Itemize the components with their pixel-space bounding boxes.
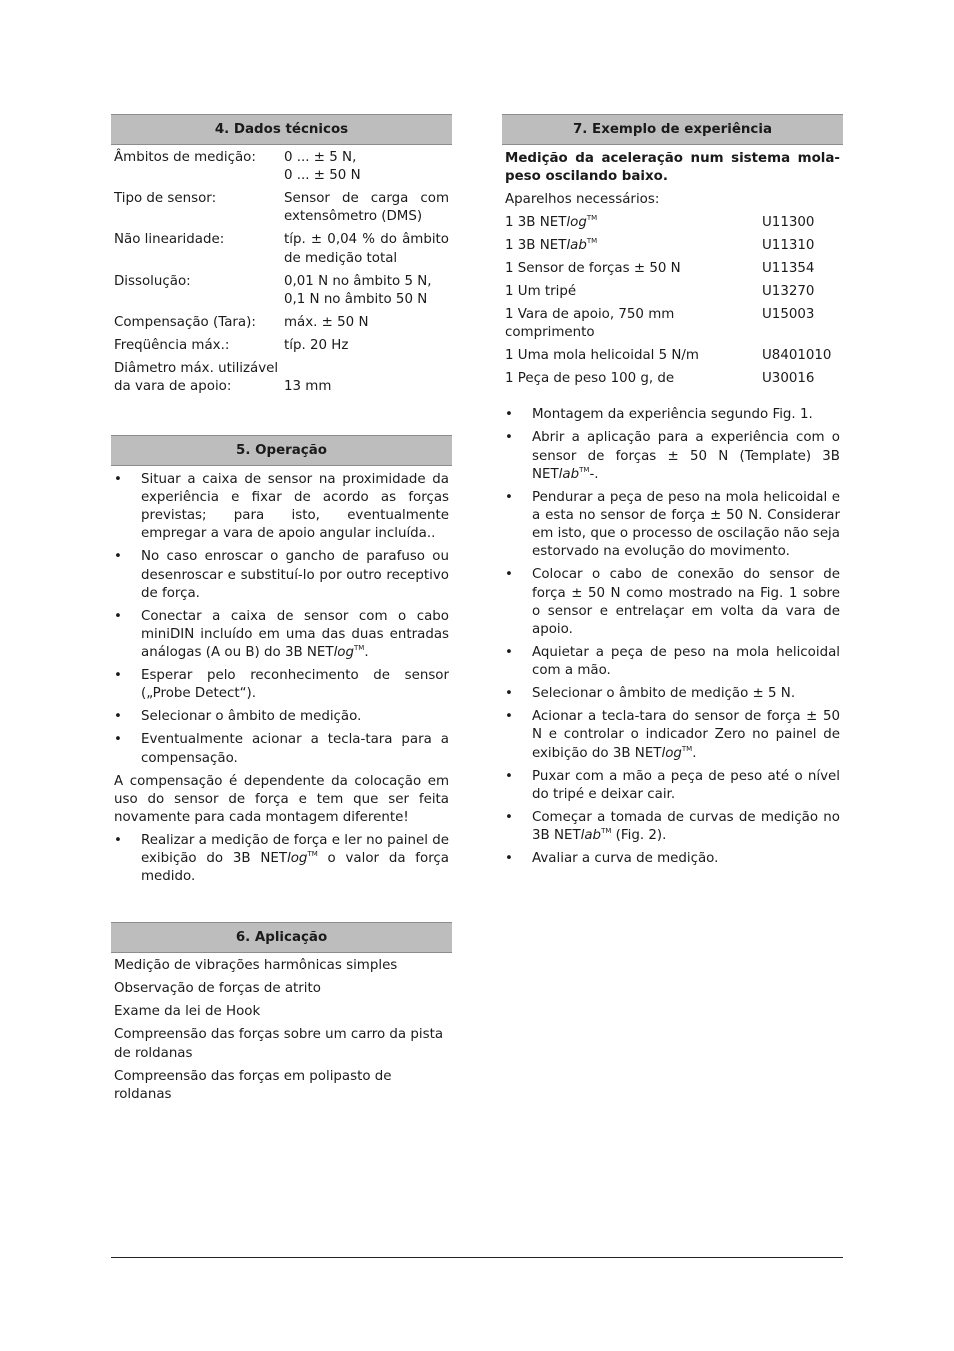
spec-row [114, 337, 449, 360]
section-operation [111, 435, 452, 887]
product-suffix: log [661, 745, 682, 761]
spec-value: típ. 20 Hz [284, 337, 349, 353]
equipment-name-text: 1 3B NET [505, 215, 567, 230]
bullet-icon: • [114, 732, 122, 748]
equipment-row [505, 342, 840, 365]
spec-label-line: da vara de apoio: [114, 379, 232, 395]
equipment-row [505, 255, 840, 278]
product-suffix: log [287, 851, 308, 867]
trademark-mark: TM [353, 644, 365, 653]
trademark-mark: TM [601, 827, 612, 836]
application-item: Compreensão das forças sobre um carro da pista de roldanas [114, 1027, 444, 1061]
section-application [111, 922, 452, 1104]
section-heading: 6. Aplicação [111, 922, 452, 953]
step-item [505, 644, 840, 680]
spec-value-line: 0,01 N no âmbito 5 N, [284, 273, 432, 289]
spec-label: Compensação (Tara): [114, 314, 256, 330]
bullet-icon: • [505, 686, 513, 702]
operation-list-2 [114, 832, 449, 887]
bullet-icon: • [505, 768, 513, 784]
step-item [505, 566, 840, 639]
bullet-icon: • [505, 407, 513, 423]
equipment-code: U11354 [762, 261, 815, 276]
trademark-mark: TM [586, 214, 598, 222]
bullet-icon: • [505, 851, 513, 867]
step-item [505, 429, 840, 484]
list-item [114, 832, 449, 887]
operation-paragraph: A compensação é dependente da colocação em uso do sensor de força e tem que ser feita novamente para cada montagem diferente! [114, 773, 449, 826]
spec-table [114, 149, 449, 401]
product-suffix: log [566, 215, 587, 230]
spec-value: máx. ± 50 N [284, 314, 369, 330]
spec-label: Tipo de sensor: [114, 191, 217, 207]
step-text: Colocar o cabo de conexão do sensor de força ± 50 N como mostrado na Fig. 1 sobre o sensor e entrelaçar em volta da vara de apoio. [532, 567, 840, 638]
list-item [114, 667, 449, 703]
equipment-row [505, 301, 840, 342]
equipment-name: 1 Peça de peso 100 g, de [505, 371, 675, 387]
equipment-name-text: 1 3B NET [505, 238, 567, 253]
list-item [114, 608, 449, 663]
equipment-name [505, 209, 762, 232]
spec-value [284, 273, 449, 314]
step-text: Começar a tomada de curvas de medição no 3B NET [532, 809, 840, 844]
list-item-text: Realizar a medição de força e ler no painel de exibição do 3B NET [141, 833, 449, 867]
equipment-row [505, 209, 840, 232]
bullet-icon: • [114, 549, 122, 565]
list-item [114, 708, 449, 726]
bullet-icon: • [505, 430, 513, 446]
spec-row [114, 314, 449, 337]
equipment-row [505, 278, 840, 301]
experiment-steps [505, 406, 840, 868]
application-item: Observação de forças de atrito [114, 981, 321, 997]
equipment-name [505, 232, 762, 255]
equipment-code: U30016 [762, 371, 815, 387]
operation-list [114, 471, 449, 768]
footer-divider [111, 1257, 843, 1258]
bullet-icon: • [114, 709, 122, 725]
step-text: Puxar com a mão a peça de peso até o nível do tripé e deixar cair. [532, 768, 840, 802]
list-item [114, 548, 449, 603]
step-text: (Fig. 2). [611, 828, 667, 844]
section-experiment-example [502, 114, 843, 868]
spec-label: Âmbitos de medição: [114, 150, 256, 165]
step-item [505, 850, 840, 868]
spec-value: típ. ± 0,04 % do âmbito de medição total [284, 232, 449, 266]
spec-row [114, 149, 449, 190]
section-heading: 5. Operação [111, 435, 452, 466]
trademark-mark: TM [586, 237, 598, 245]
trademark-mark: TM [307, 850, 318, 859]
bullet-icon: • [114, 471, 122, 487]
spec-value [284, 149, 449, 190]
step-item [505, 489, 840, 562]
application-item: Exame da lei de Hook [114, 1004, 261, 1020]
apparatus-label: Aparelhos necessários: [505, 192, 660, 207]
step-text: . [692, 745, 697, 761]
bullet-icon: • [114, 608, 122, 624]
bullet-icon: • [114, 668, 122, 684]
equipment-code: U8401010 [762, 348, 832, 364]
equipment-code: U11300 [762, 215, 815, 230]
step-text: -. [589, 466, 599, 482]
equipment-code: U15003 [762, 307, 815, 322]
bullet-icon: • [505, 809, 513, 825]
list-item-text: Eventualmente acionar a tecla-tara para a compensação. [141, 732, 449, 766]
list-item-text: Esperar pelo reconhecimento de sensor („Probe Detect“). [141, 668, 449, 702]
spec-label [114, 360, 284, 401]
step-item [505, 768, 840, 804]
left-column [111, 114, 452, 1104]
application-item: Compreensão das forças em polipasto de roldanas [114, 1068, 392, 1102]
step-text: Montagem da experiência segundo Fig. 1. [532, 407, 813, 423]
list-item-text: No caso enroscar o gancho de parafuso ou desenroscar e substituí-lo por outro receptivo de força. [141, 549, 449, 601]
spec-label: Freqüência máx.: [114, 337, 230, 353]
step-text: Avaliar a curva de medição. [532, 851, 719, 867]
spec-label: Não linearidade: [114, 232, 225, 248]
trademark-mark: TM [681, 744, 693, 753]
equipment-name: 1 Vara de apoio, 750 mm comprimento [505, 307, 675, 341]
step-item [505, 708, 840, 763]
spec-row [114, 231, 449, 272]
list-item [114, 731, 449, 767]
equipment-code: U13270 [762, 284, 815, 299]
spec-value: Sensor de carga com extensômetro (DMS) [284, 191, 449, 225]
equipment-row [505, 232, 840, 255]
list-item [114, 471, 449, 544]
spec-value-line: 0 ... ± 5 N, [284, 150, 357, 165]
spec-value-line: 0 ... ± 50 N [284, 168, 361, 184]
list-item-text: Selecionar o âmbito de medição. [141, 709, 362, 725]
section-heading: 4. Dados técnicos [111, 114, 452, 145]
spec-row [114, 190, 449, 231]
equipment-name: 1 Sensor de forças ± 50 N [505, 261, 681, 276]
spec-value: 13 mm [284, 379, 332, 395]
spec-label: Dissolução: [114, 273, 191, 289]
bullet-icon: • [505, 489, 513, 505]
bullet-icon: • [505, 645, 513, 661]
equipment-name: 1 Um tripé [505, 284, 577, 299]
bullet-icon: • [114, 833, 122, 849]
step-text: Abrir a aplicação para a experiência com o sensor de forças ± 50 N (Template) 3B NET [532, 430, 840, 482]
equipment-table [505, 209, 840, 388]
section-heading: 7. Exemplo de experiência [502, 114, 843, 145]
bullet-icon: • [505, 709, 513, 725]
spec-row [114, 273, 449, 314]
spec-value-line: 0,1 N no âmbito 50 N [284, 291, 428, 307]
section-technical-data [111, 114, 452, 401]
product-suffix: log [333, 645, 354, 661]
step-text: Acionar a tecla-tara do sensor de força ± 50 N e controlar o indicador Zero no painel de exibição do 3B NET [532, 709, 840, 761]
step-text: Pendurar a peça de peso na mola helicoidal e a esta no sensor de força ± 50 N. Considerar em isto, que o processo de oscilação não seja estorvado na evolução do movimento. [532, 489, 840, 560]
step-text: Aquietar a peça de peso na mola helicoidal com a mão. [532, 645, 840, 679]
equipment-row [505, 365, 840, 388]
equipment-code: U11310 [762, 238, 815, 253]
spec-label-line: Diâmetro máx. utilizável [114, 360, 279, 376]
step-text: Selecionar o âmbito de medição ± 5 N. [532, 686, 796, 702]
experiment-intro: Medição da aceleração num sistema mola-peso oscilando baixo. [505, 150, 840, 184]
equipment-name: 1 Uma mola helicoidal 5 N/m [505, 348, 699, 364]
spec-row [114, 360, 449, 401]
product-suffix: lab [580, 828, 602, 844]
step-item [505, 809, 840, 845]
bullet-icon: • [505, 567, 513, 583]
step-item [505, 406, 840, 424]
right-column [502, 114, 843, 868]
product-suffix: lab [566, 238, 587, 253]
list-item-text: Conectar a caixa de sensor com o cabo miniDIN incluído em uma das duas entradas análogas (A ou B) do 3B NET [141, 608, 449, 661]
trademark-mark: TM [579, 465, 590, 474]
list-item-text: Situar a caixa de sensor na proximidade da experiência e fixar de acordo as forças previstas; para isto, eventualmente empregar a vara de apoio angular incluída.. [141, 471, 449, 542]
list-item-text: o valor da força medido. [141, 851, 449, 885]
application-item: Medição de vibrações harmônicas simples [114, 958, 398, 974]
product-suffix: lab [558, 466, 580, 482]
step-item [505, 685, 840, 703]
list-item-text: . [364, 645, 369, 661]
